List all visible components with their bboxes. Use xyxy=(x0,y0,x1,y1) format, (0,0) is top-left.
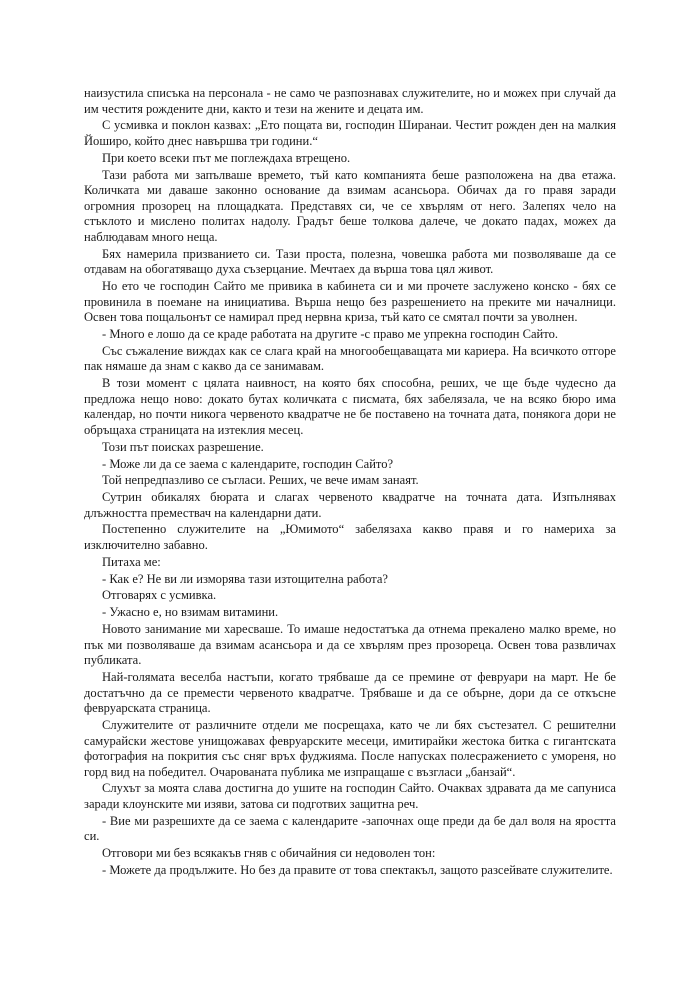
paragraph: - Много е лошо да се краде работата на другите -с право ме упрекна господин Сайто. xyxy=(102,327,558,342)
paragraph: При което всеки път ме поглеждаха втрещено. xyxy=(102,150,351,165)
paragraph: В този момент с цялата наивност, на която бях способна, реших, че ще бъде чудесно да предложа нещо ново: докато бутах количката с писмата, бях забелязала, че на всяко бюро има календар, но почти никога червеното квадратче не бе поставено на точната дата, понякога дори не обръщаха страницата на изтеклия месец. xyxy=(84,376,616,437)
paragraph: Питаха ме: xyxy=(102,554,161,569)
paragraph: Бях намерила призванието си. Тази проста, полезна, човешка работа ми позволяваше да се отдавам на обогатяващо духа съзерцание. Мечтаех да върша това цял живот. xyxy=(84,246,616,277)
paragraph: - Как е? Не ви ли изморява тази изтощителна работа? xyxy=(102,571,388,586)
paragraph: - Можете да продължите. Но без да правите от това спектакъл, защото разсейвате служителите. xyxy=(102,863,613,877)
paragraph: Най-голямата веселба настъпи, когато трябваше да се премине от февруари на март. Не бе достатъчно да се премести червеното квадратче. Трябваше и да се обърне, дори да се откъсне февруарската страница. xyxy=(84,669,616,716)
paragraph: С усмивка и поклон казвах: „Ето пощата ви, господин Ширанаи. Честит рожден ден на малкия Йоширо, който днес навършва три години.“ xyxy=(84,118,616,148)
paragraph: Той непредпазливо се съгласи. Реших, че вече имам занаят. xyxy=(102,473,419,488)
paragraph: Служителите от различните отдели ме посрещаха, като че ли бях състезател. С решителни самурайски жестове унищожавах февруарските месеци, имитирайки жестока битка с гигантската фотография на покрития със сняг връх фуджияма. После напусках полесражението с умореня, но горд вид на победител. Очарованата публика ме изпращаше с възгласи „банзай“. xyxy=(84,717,616,779)
paragraph: - Вие ми разрешихте да се заема с календарите -започнах още преди да бе дал воля на яростта си. xyxy=(84,813,616,844)
paragraph: Със съжаление виждах как се слага край на многообещаващата ми кариера. На всичкото отгоре пак нямаше да знам с какво да се занимавам. xyxy=(84,343,616,374)
paragraph: Сутрин обикалях бюрата и слагах червеното квадратче на точната дата. Изпълнявах длъжността премествач на календарни дати. xyxy=(84,490,616,520)
paragraph: Тази работа ми запълваше времето, тъй като компанията беше разположена на два етажа. Количката ми даваше законно основание да взимам асансьора. Обичах да го правя заради огромния прозорец на площадката. Представях си, че се хвърлям от него. Залепях чело на стъклото и мислено политах надолу. Градът беше толкова далече, че докато падах, можех да наблюдавам много неща. xyxy=(84,167,616,244)
paragraph: Но ето че господин Сайто ме привика в кабинета си и ми прочете заслужено конско - бях се провинила в поемане на инициатива. Върша нещо без разрешението на преките ми началници. Освен това пощальонът се намирал пред нервна криза, тъй като се смятал почти за уволнен. xyxy=(84,279,616,325)
paragraph: - Може ли да се заема с календарите, господин Сайто? xyxy=(102,456,394,471)
paragraph: Отговарях с усмивка. xyxy=(102,588,217,603)
paragraph: наизустила списъка на персонала - не само че разпознавах служителите, но и можех при случай да им честитя рождените дни, както и тези на жените и децата им. xyxy=(84,86,616,116)
paragraph: Постепенно служителите на „Юмимото“ забелязаха какво правя и го намериха за изключително забавно. xyxy=(84,522,616,553)
paragraph: Новото занимание ми харесваше. То имаше недостатъка да отнема прекалено малко време, но пък ми позволяваше да взимам асансьора и да се хвърлям през прозореца. Освен това развличах публиката. xyxy=(84,621,616,668)
paragraph: Слухът за моята слава достигна до ушите на господин Сайто. Очаквах здравата да ме сапуниса заради клоунските ми изяви, затова си подготвих защитна реч. xyxy=(84,781,616,812)
paragraph: Отговори ми без всякакъв гняв с обичайния си недоволен тон: xyxy=(102,846,436,861)
paragraph: - Ужасно е, но взимам витамини. xyxy=(102,605,279,620)
paragraph: Този път поисках разрешение. xyxy=(102,439,264,454)
